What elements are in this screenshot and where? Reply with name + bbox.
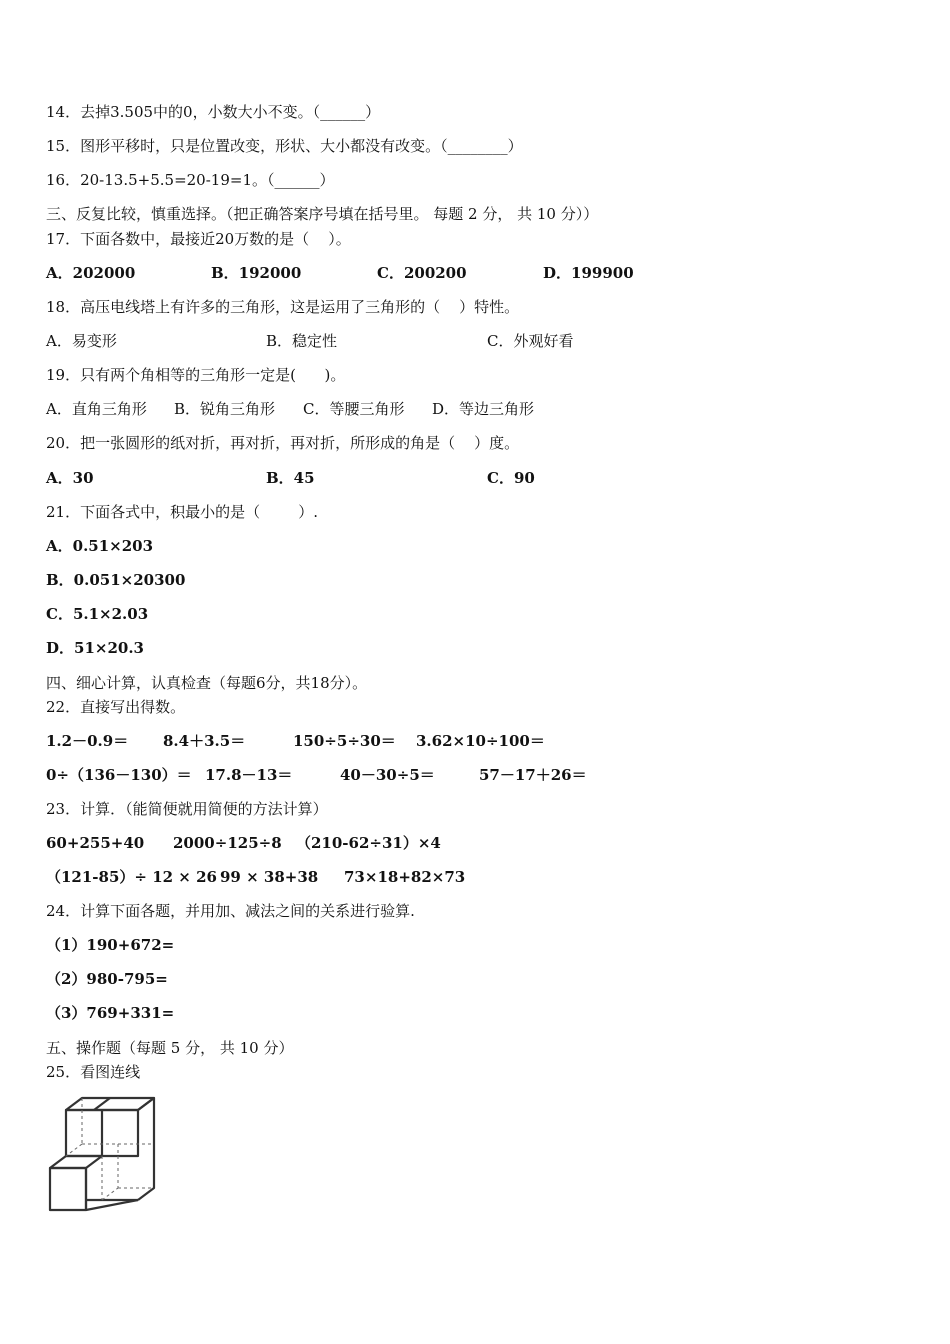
option: A．易变形 — [46, 332, 117, 350]
question-18-stem: 18．高压电线塔上有许多的三角形，这是运用了三角形的（ ）特性。 — [46, 298, 520, 316]
option: C．90 — [487, 469, 535, 487]
expression: 8.4＋3.5＝ — [163, 732, 246, 750]
section-5-heading: 五、操作题（每题 5 分， 共 10 分） — [46, 1039, 294, 1057]
expression: （210-62÷31）×4 — [296, 834, 441, 852]
section-3-heading: 三、反复比较，慎重选择。（把正确答案序号填在括号里。 每题 2 分， 共 10 分）） — [46, 205, 599, 223]
question-20-stem: 20．把一张圆形的纸对折，再对折，再对折，所形成的角是（ ）度。 — [46, 434, 520, 452]
option: B．锐角三角形 — [174, 400, 276, 418]
question-21-option-a: A．0.51×203 — [46, 537, 154, 555]
expression: 60+255+40 — [46, 834, 145, 852]
option: B．稳定性 — [266, 332, 338, 350]
option: C．等腰三角形 — [303, 400, 405, 418]
expression: 40－30÷5＝ — [340, 766, 435, 784]
option: A．202000 — [46, 264, 136, 282]
expression: 99 × 38+38 — [220, 868, 319, 886]
option: A．30 — [46, 469, 94, 487]
question-21-option-d: D．51×20.3 — [46, 639, 144, 657]
expression: 3.62×10÷100＝ — [416, 732, 545, 750]
question-23-stem: 23．计算．（能简便就用简便的方法计算） — [46, 800, 328, 818]
question-14: 14．去掉3.505中的0，小数大小不变。（______） — [46, 103, 381, 121]
question-22-stem: 22．直接写出得数。 — [46, 698, 186, 716]
question-24-item-2: （2）980-795= — [46, 970, 168, 988]
option: D．199900 — [543, 264, 634, 282]
expression: 57－17＋26＝ — [479, 766, 587, 784]
expression: 0÷（136－130）＝ — [46, 766, 192, 784]
expression: 1.2－0.9＝ — [46, 732, 129, 750]
cube-stack-figure — [44, 1096, 160, 1214]
question-19-stem: 19．只有两个角相等的三角形一定是( )。 — [46, 366, 346, 384]
section-4-heading: 四、细心计算，认真检查（每题6分，共18分）。 — [46, 674, 368, 692]
question-24-item-3: （3）769+331= — [46, 1004, 175, 1022]
question-24-item-1: （1）190+672= — [46, 936, 175, 954]
expression: 73×18+82×73 — [344, 868, 466, 886]
question-21-option-b: B．0.051×20300 — [46, 571, 186, 589]
option: B．45 — [266, 469, 315, 487]
expression: 2000÷125÷8 — [173, 834, 282, 852]
option: B．192000 — [211, 264, 302, 282]
question-15: 15．图形平移时，只是位置改变，形状、大小都没有改变。（________） — [46, 137, 523, 155]
question-25-stem: 25．看图连线 — [46, 1063, 141, 1081]
question-21-stem: 21．下面各式中，积最小的是（ ）. — [46, 503, 319, 521]
question-21-option-c: C．5.1×2.03 — [46, 605, 149, 623]
option: A．直角三角形 — [46, 400, 147, 418]
option: C．200200 — [377, 264, 467, 282]
option: C．外观好看 — [487, 332, 574, 350]
question-24-stem: 24．计算下面各题，并用加、减法之间的关系进行验算. — [46, 902, 415, 920]
expression: （121-85）÷ 12 × 26 — [46, 868, 217, 886]
question-16: 16．20-13.5+5.5=20-19=1。（______） — [46, 171, 335, 189]
question-17-stem: 17．下面各数中，最接近20万数的是（ ）。 — [46, 230, 351, 248]
expression: 150÷5÷30＝ — [293, 732, 396, 750]
expression: 17.8－13＝ — [205, 766, 293, 784]
option: D．等边三角形 — [432, 400, 535, 418]
